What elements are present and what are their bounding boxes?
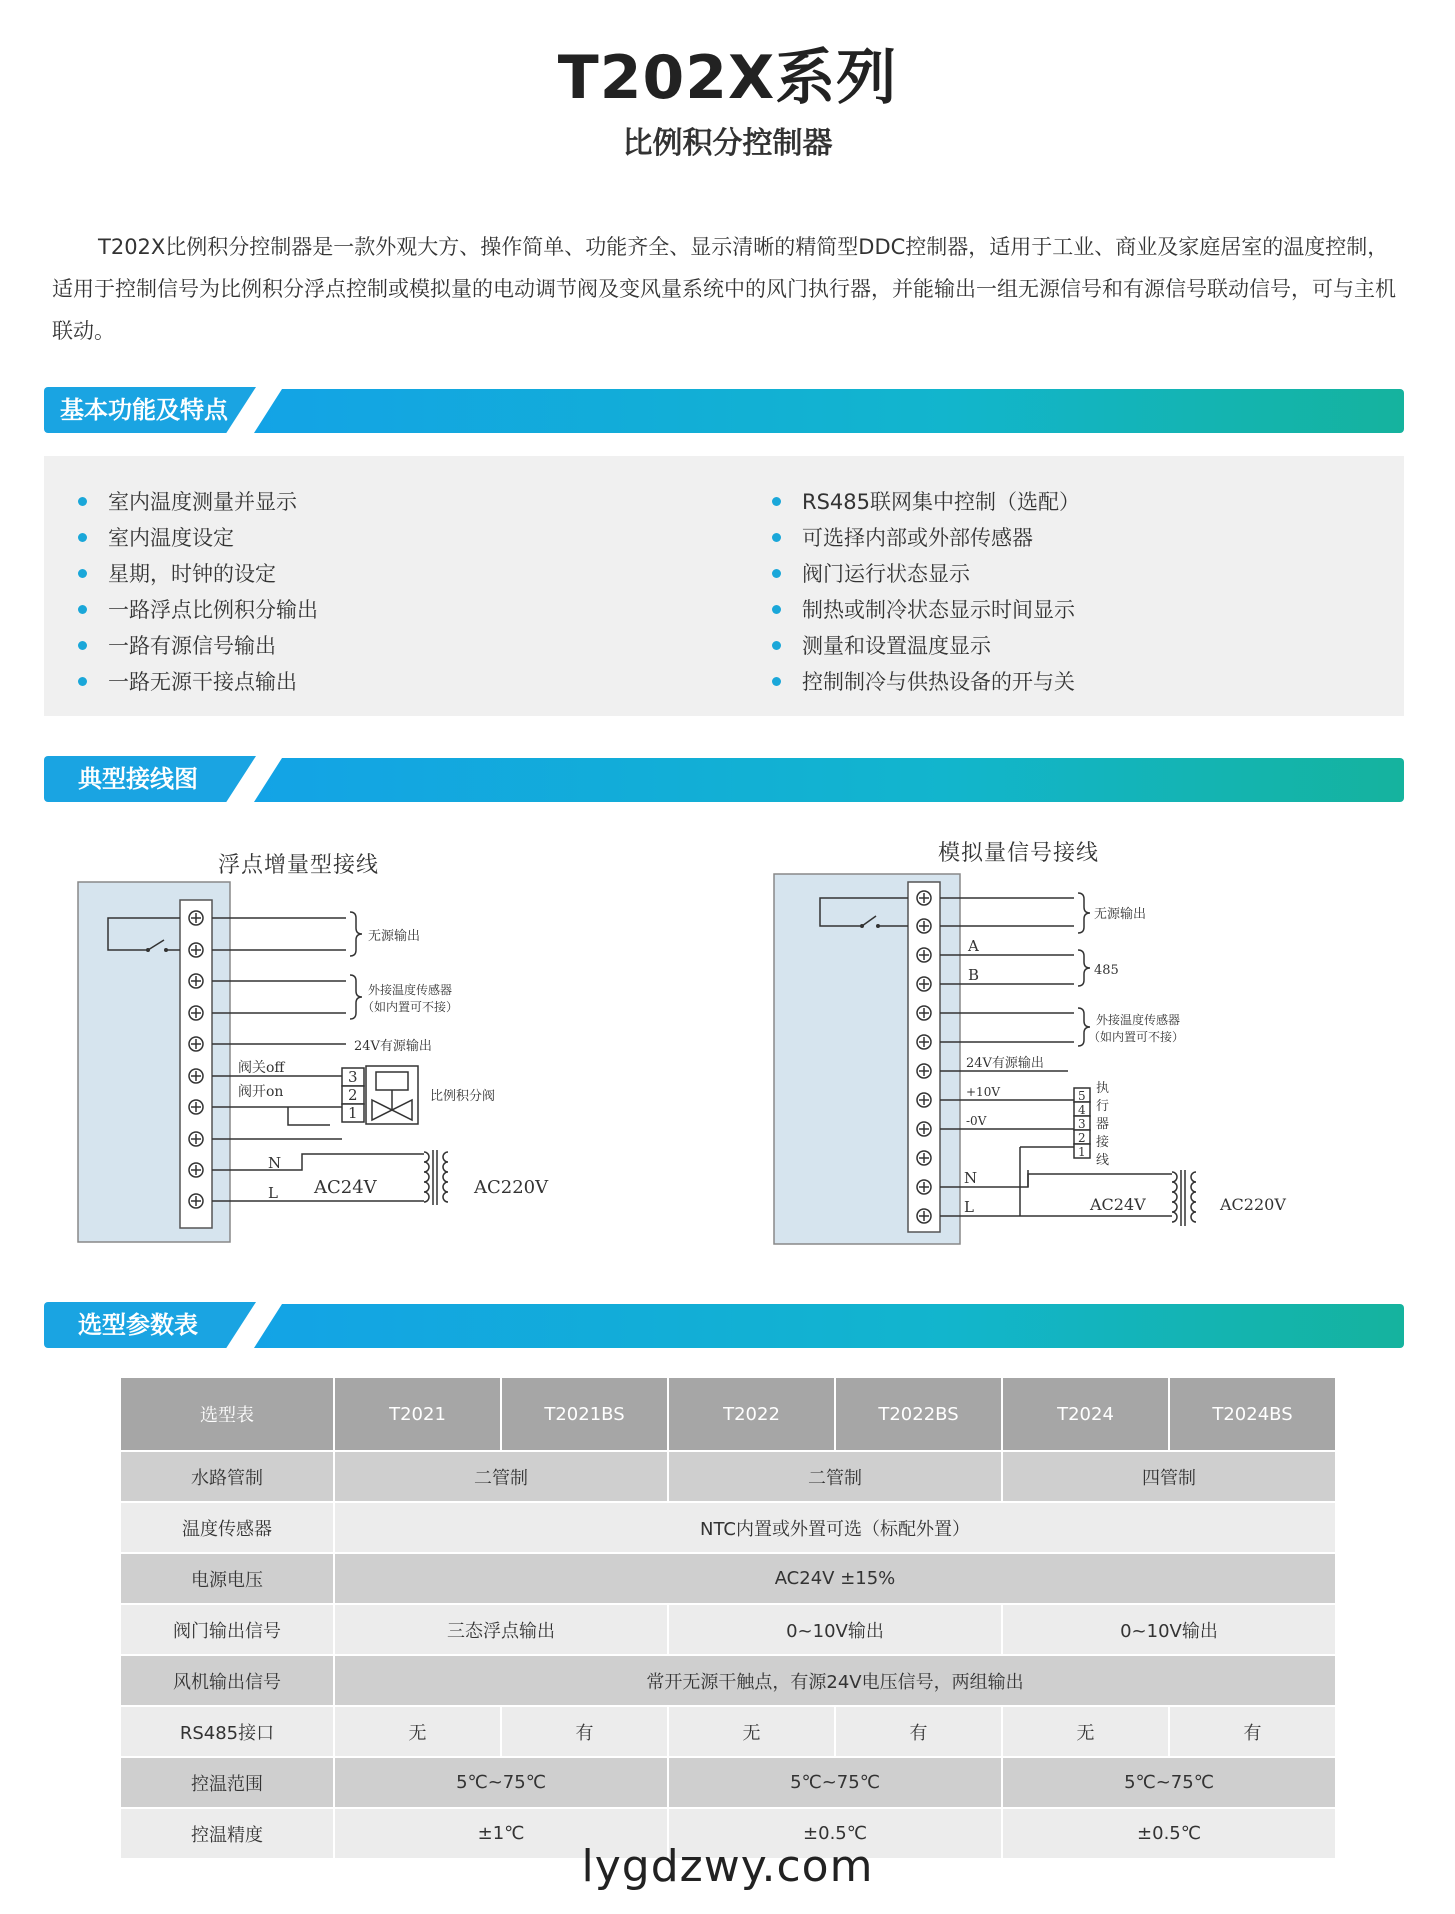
terminal-label: 4 bbox=[1078, 1103, 1086, 1117]
right-wiring-diagram bbox=[768, 860, 1308, 1250]
table-cell: 三态浮点输出 bbox=[334, 1604, 668, 1655]
row-label: 水路管制 bbox=[120, 1451, 334, 1502]
table-row bbox=[120, 1502, 1336, 1553]
page-subtitle: 比例积分控制器 bbox=[622, 126, 833, 161]
table-row bbox=[120, 1604, 1336, 1655]
label: AC220V bbox=[474, 1177, 549, 1198]
table-cell: 二管制 bbox=[334, 1451, 668, 1502]
row-label: 控温范围 bbox=[120, 1757, 334, 1808]
right-diagram-title: 模拟量信号接线 bbox=[938, 841, 1100, 866]
list-item: 控制制冷与供热设备的开与关 bbox=[772, 664, 1080, 700]
list-item: 一路有源信号输出 bbox=[78, 628, 318, 664]
intro-paragraph: T202X比例积分控制器是一款外观大方、操作简单、功能齐全、显示清晰的精简型DDC控制器，适用于工业、商业及家庭居室的温度控制，适用于控制信号为比例积分浮点控制或模拟量的电动调节阀及变风量系统中的风门执行器，并能输出一组无源信号和有源信号联动信号，可与主机联动。 bbox=[52, 235, 1396, 343]
features-left-list bbox=[78, 484, 318, 700]
table-header-cell: T2022 bbox=[668, 1377, 835, 1451]
section-header-wiring bbox=[44, 756, 1404, 802]
row-label: 风机输出信号 bbox=[120, 1655, 334, 1706]
table-cell: 二管制 bbox=[668, 1451, 1002, 1502]
label: A bbox=[968, 937, 979, 955]
label: 24V有源输出 bbox=[354, 1039, 432, 1054]
table-header-cell: 选型表 bbox=[120, 1377, 334, 1451]
label: 外接温度传感器 bbox=[368, 983, 453, 997]
table-header-cell: T2022BS bbox=[835, 1377, 1002, 1451]
terminal-label: 2 bbox=[1078, 1131, 1086, 1145]
label: -0V bbox=[966, 1114, 987, 1128]
table-cell: 无 bbox=[1002, 1706, 1169, 1757]
table-cell: NTC内置或外置可选（标配外置） bbox=[334, 1502, 1336, 1553]
label: AC24V bbox=[1090, 1195, 1146, 1214]
table-header-cell: T2024 bbox=[1002, 1377, 1169, 1451]
label: L bbox=[964, 1198, 974, 1216]
row-label: 控温精度 bbox=[120, 1808, 334, 1859]
label: N bbox=[964, 1169, 978, 1187]
list-item: 一路浮点比例积分输出 bbox=[78, 592, 318, 628]
row-label: 温度传感器 bbox=[120, 1502, 334, 1553]
terminal-label: 3 bbox=[348, 1068, 358, 1086]
page-title: T202X系列 bbox=[557, 43, 898, 113]
terminal-label: 1 bbox=[1078, 1145, 1086, 1159]
table-row bbox=[120, 1553, 1336, 1604]
table-cell: ±1℃ bbox=[334, 1808, 668, 1859]
label: （如内置可不接） bbox=[1088, 1030, 1185, 1044]
section-title: 选型参数表 bbox=[78, 1311, 198, 1339]
table-cell: 常开无源干触点，有源24V电压信号，两组输出 bbox=[334, 1655, 1336, 1706]
label: N bbox=[268, 1154, 282, 1172]
label: 器 bbox=[1096, 1117, 1110, 1132]
section-header-params bbox=[44, 1302, 1404, 1348]
table-header-cell: T2021BS bbox=[501, 1377, 668, 1451]
terminal-label: 1 bbox=[348, 1104, 358, 1122]
table-cell: 无 bbox=[334, 1706, 501, 1757]
label: 线 bbox=[1096, 1153, 1110, 1168]
label: B bbox=[968, 966, 980, 984]
features-right-list bbox=[772, 484, 1080, 700]
table-header-cell: T2021 bbox=[334, 1377, 501, 1451]
list-item: 测量和设置温度显示 bbox=[772, 628, 1080, 664]
list-item: 一路无源干接点输出 bbox=[78, 664, 318, 700]
terminal-label: 5 bbox=[1078, 1089, 1086, 1103]
list-item: 室内温度测量并显示 bbox=[78, 484, 318, 520]
section-title: 基本功能及特点 bbox=[60, 396, 228, 424]
row-label: RS485接口 bbox=[120, 1706, 334, 1757]
list-item: 可选择内部或外部传感器 bbox=[772, 520, 1080, 556]
table-header-row bbox=[120, 1377, 1336, 1451]
table-row bbox=[120, 1706, 1336, 1757]
label: L bbox=[268, 1184, 278, 1202]
label: 外接温度传感器 bbox=[1096, 1013, 1181, 1027]
table-cell: 有 bbox=[1169, 1706, 1336, 1757]
footer-watermark: lygdzwy.com bbox=[581, 1841, 874, 1892]
table-cell: 0~10V输出 bbox=[668, 1604, 1002, 1655]
label: 24V有源输出 bbox=[966, 1056, 1044, 1071]
table-cell: ±0.5℃ bbox=[668, 1808, 1002, 1859]
terminal-label: 2 bbox=[348, 1086, 358, 1104]
table-cell: 有 bbox=[835, 1706, 1002, 1757]
table-row bbox=[120, 1451, 1336, 1502]
table-cell: 0~10V输出 bbox=[1002, 1604, 1336, 1655]
table-cell: 无 bbox=[668, 1706, 835, 1757]
features-panel bbox=[44, 456, 1404, 716]
table-row bbox=[120, 1757, 1336, 1808]
label: +10V bbox=[966, 1085, 1000, 1099]
label: 执 bbox=[1096, 1081, 1110, 1096]
row-label: 阀门输出信号 bbox=[120, 1604, 334, 1655]
table-cell: AC24V ±15% bbox=[334, 1553, 1336, 1604]
table-cell: 5℃~75℃ bbox=[1002, 1757, 1336, 1808]
left-wiring-diagram bbox=[70, 860, 590, 1250]
table-cell: 5℃~75℃ bbox=[334, 1757, 668, 1808]
table-cell: 5℃~75℃ bbox=[668, 1757, 1002, 1808]
section-header-features bbox=[44, 387, 1404, 433]
list-item: 阀门运行状态显示 bbox=[772, 556, 1080, 592]
label: 无源输出 bbox=[368, 929, 421, 944]
label: AC24V bbox=[314, 1177, 377, 1198]
table-cell: ±0.5℃ bbox=[1002, 1808, 1336, 1859]
row-label: 电源电压 bbox=[120, 1553, 334, 1604]
label: 阀关off bbox=[238, 1060, 285, 1076]
label: 行 bbox=[1096, 1099, 1110, 1114]
selection-table bbox=[119, 1376, 1337, 1860]
list-item: RS485联网集中控制（选配） bbox=[772, 484, 1080, 520]
label: 无源输出 bbox=[1094, 907, 1147, 922]
left-diagram-title: 浮点增量型接线 bbox=[218, 853, 380, 878]
terminal-label: 3 bbox=[1078, 1117, 1086, 1131]
label: （如内置可不接） bbox=[362, 1000, 459, 1014]
table-cell: 有 bbox=[501, 1706, 668, 1757]
list-item: 室内温度设定 bbox=[78, 520, 318, 556]
section-title: 典型接线图 bbox=[78, 765, 198, 793]
table-row bbox=[120, 1655, 1336, 1706]
label: AC220V bbox=[1220, 1195, 1286, 1214]
label: 比例积分阀 bbox=[430, 1089, 496, 1104]
list-item: 制热或制冷状态显示时间显示 bbox=[772, 592, 1080, 628]
label: 485 bbox=[1094, 963, 1119, 978]
label: 阀开on bbox=[238, 1084, 284, 1100]
table-header-cell: T2024BS bbox=[1169, 1377, 1336, 1451]
table-cell: 四管制 bbox=[1002, 1451, 1336, 1502]
label: 接 bbox=[1096, 1135, 1110, 1150]
list-item: 星期，时钟的设定 bbox=[78, 556, 318, 592]
